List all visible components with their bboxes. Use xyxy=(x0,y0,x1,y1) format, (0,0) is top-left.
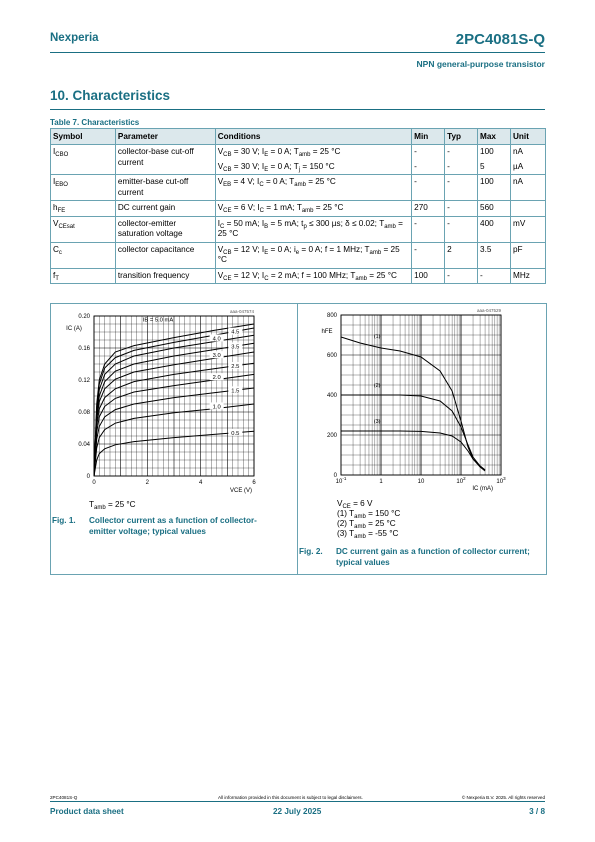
cell-max: 3.5 xyxy=(478,242,511,268)
cell-conditions: $V_{EB} = 4$ V; $I_C = 0$ A; $T_{amb} = 25$ °C xyxy=(215,175,411,201)
cell-typ: - xyxy=(445,160,478,175)
series-label: 4.5 xyxy=(231,329,240,336)
col-header-max: Max xyxy=(478,129,511,145)
y-tick-label: 200 xyxy=(326,433,337,439)
cell-symbol: $h_{FE}$ xyxy=(51,201,116,217)
cell-conditions: $V_{CE} = 12$ V; $I_C = 2$ mA; f = 100 MHz; $T_{amb} = 25$ °C xyxy=(215,268,411,284)
col-header-typ: Typ xyxy=(445,129,478,145)
figure-divider xyxy=(297,303,298,575)
cell-max: - xyxy=(478,268,511,284)
series-label: IB = 5.0 mA xyxy=(142,317,174,324)
fig1-caption-text: Collector current as a function of collector-emitter voltage; typical values xyxy=(89,516,257,536)
y-tick-label: 600 xyxy=(326,353,337,359)
cell-max: 100 xyxy=(478,175,511,201)
series-label: 3.5 xyxy=(231,344,240,351)
footer-date: 22 July 2025 xyxy=(273,807,322,816)
col-header-unit: Unit xyxy=(511,129,546,145)
cell-typ: - xyxy=(445,175,478,201)
cell-unit: nA xyxy=(511,145,546,160)
table-caption: Table 7. Characteristics xyxy=(50,118,140,127)
fig2-caption-text: DC current gain as a function of collector current; typical values xyxy=(336,547,530,567)
cell-max: 400 xyxy=(478,216,511,242)
x-tick-label: $10^3$ xyxy=(496,476,506,485)
cell-unit: nA xyxy=(511,175,546,201)
x-tick-label: $10^2$ xyxy=(456,476,466,485)
x-axis-label: VCE (V) xyxy=(229,488,252,494)
series-line xyxy=(341,337,485,471)
fig2-caption xyxy=(299,546,543,568)
series-label: (1) xyxy=(373,334,381,340)
cell-max: 560 xyxy=(478,201,511,217)
cell-unit: pF xyxy=(511,242,546,268)
y-axis-label: IC (A) xyxy=(66,326,82,332)
cell-min: - xyxy=(412,242,445,268)
series-label: 2.0 xyxy=(212,375,221,382)
fig2-cond-2: (2) $T_{amb} = 25$ °C xyxy=(337,519,396,530)
cell-min: - xyxy=(412,160,445,175)
cell-conditions: $I_C = 50$ mA; $I_B = 5$ mA; $t_p \le 300$ µs; δ ≤ 0.02; $T_{amb} = 25$ °C xyxy=(215,216,411,242)
col-header-parameter: Parameter xyxy=(115,129,215,145)
characteristics-table xyxy=(50,128,546,284)
series-label: 4.0 xyxy=(212,336,221,343)
cell-unit: µA xyxy=(511,160,546,175)
y-tick-label: 0.04 xyxy=(78,442,90,448)
section-divider xyxy=(50,109,545,110)
y-tick-label: 0.16 xyxy=(78,346,90,352)
table-row xyxy=(51,145,546,160)
cell-conditions: $V_{CB} = 30$ V; $I_E = 0$ A; $T_{amb} = 25$ °C xyxy=(215,145,411,160)
footer-doc-type: Product data sheet xyxy=(50,807,124,816)
x-tick-label: 2 xyxy=(145,480,150,486)
x-tick-label: $10^{-1}$ xyxy=(335,476,347,485)
y-tick-label: 0 xyxy=(86,474,90,480)
fig2-cond-vce: $V_{CE} = 6$ V xyxy=(337,499,373,510)
footer-page: 3 / 8 xyxy=(529,807,545,816)
cell-typ: - xyxy=(445,268,478,284)
y-tick-label: 0.20 xyxy=(78,314,90,320)
table-header-row xyxy=(51,129,546,145)
cell-symbol: $V_{CEsat}$ xyxy=(51,216,116,242)
series-label: (3) xyxy=(373,419,381,425)
x-tick-label: 0 xyxy=(92,480,96,486)
header-part-number: 2PC4081S-Q xyxy=(455,31,545,48)
fig1-condition: $T_{amb} = 25$ °C xyxy=(89,500,136,511)
y-tick-label: 0.12 xyxy=(78,378,90,384)
series-label: 2.5 xyxy=(231,364,240,370)
cell-typ: - xyxy=(445,216,478,242)
cell-unit xyxy=(511,201,546,217)
col-header-min: Min xyxy=(412,129,445,145)
fig2-chart xyxy=(299,305,544,495)
y-tick-label: 0 xyxy=(333,473,337,479)
cell-symbol: $I_{EBO}$ xyxy=(51,175,116,201)
fig1-watermark: aaa-047574 xyxy=(229,309,254,314)
cell-typ: - xyxy=(445,145,478,160)
cell-conditions: $V_{CE} = 6$ V; $I_C = 1$ mA; $T_{amb} = 25$ °C xyxy=(215,201,411,217)
footer-divider xyxy=(50,801,545,802)
series-line xyxy=(341,395,485,470)
fig1-number: Fig. 1. xyxy=(52,516,76,525)
x-tick-label: 1 xyxy=(379,479,383,485)
cell-parameter: collector-base cut-off current xyxy=(115,145,215,175)
cell-parameter: transition frequency xyxy=(115,268,215,284)
cell-min: - xyxy=(412,145,445,160)
x-tick-label: 4 xyxy=(198,480,203,486)
header-divider xyxy=(50,52,545,53)
cell-symbol: $f_T$ xyxy=(51,268,116,284)
cell-conditions: $V_{CB} = 12$ V; $I_E = 0$ A; $i_e = 0$ A; f = 1 MHz; $T_{amb} = 25$ °C xyxy=(215,242,411,268)
table-row xyxy=(51,268,546,284)
fig1-caption xyxy=(52,515,292,537)
cell-unit: MHz xyxy=(511,268,546,284)
cell-min: 100 xyxy=(412,268,445,284)
cell-min: - xyxy=(412,216,445,242)
footer-disclaimer: All information provided in this document is subject to legal disclaimers. xyxy=(218,795,363,800)
cell-max: 5 xyxy=(478,160,511,175)
cell-max: 100 xyxy=(478,145,511,160)
fig2-watermark: aaa-047529 xyxy=(476,308,501,313)
x-axis-label: IC (mA) xyxy=(472,486,493,492)
table-row xyxy=(51,216,546,242)
cell-min: - xyxy=(412,175,445,201)
table-row xyxy=(51,175,546,201)
series-line xyxy=(341,431,485,470)
footer-copyright: © Nexperia B.V. 2025. All rights reserved xyxy=(461,795,545,800)
footer-doc-id: 2PC4081S-Q xyxy=(50,795,78,800)
y-axis-label: hFE xyxy=(321,329,333,335)
x-tick-label: 6 xyxy=(252,480,256,486)
y-tick-label: 400 xyxy=(326,393,337,399)
col-header-conditions: Conditions xyxy=(215,129,411,145)
cell-parameter: emitter-base cut-off current xyxy=(115,175,215,201)
cell-parameter: collector-emitter saturation voltage xyxy=(115,216,215,242)
col-header-symbol: Symbol xyxy=(51,129,116,145)
cell-symbol: $I_{CBO}$ xyxy=(51,145,116,175)
section-title: 10. Characteristics xyxy=(50,88,171,103)
cell-parameter: DC current gain xyxy=(115,201,215,217)
y-tick-label: 800 xyxy=(326,313,337,319)
cell-typ: 2 xyxy=(445,242,478,268)
fig2-number: Fig. 2. xyxy=(299,547,323,556)
cell-min: 270 xyxy=(412,201,445,217)
cell-symbol: $C_c$ xyxy=(51,242,116,268)
fig2-cond-1: (1) $T_{amb} = 150$ °C xyxy=(337,509,401,520)
cell-unit: mV xyxy=(511,216,546,242)
series-label: 1.5 xyxy=(231,388,240,395)
table-row xyxy=(51,201,546,217)
header-brand: Nexperia xyxy=(50,32,99,44)
x-tick-label: 10 xyxy=(417,479,425,485)
fig2-conditions xyxy=(337,499,400,539)
cell-parameter: collector capacitance xyxy=(115,242,215,268)
series-label: 1.0 xyxy=(212,404,221,411)
header-subtitle: NPN general-purpose transistor xyxy=(416,59,545,69)
cell-typ: - xyxy=(445,201,478,217)
fig1-chart xyxy=(52,305,297,495)
series-label: 0.5 xyxy=(231,430,240,437)
y-tick-label: 0.08 xyxy=(78,410,90,416)
table-row xyxy=(51,242,546,268)
fig2-cond-3: (3) $T_{amb} = -55$ °C xyxy=(337,529,399,540)
series-label: 3.0 xyxy=(212,353,221,360)
cell-conditions: $V_{CB} = 30$ V; $I_E = 0$ A; $T_j = 150$ °C xyxy=(215,160,411,175)
series-label: (2) xyxy=(373,383,381,389)
